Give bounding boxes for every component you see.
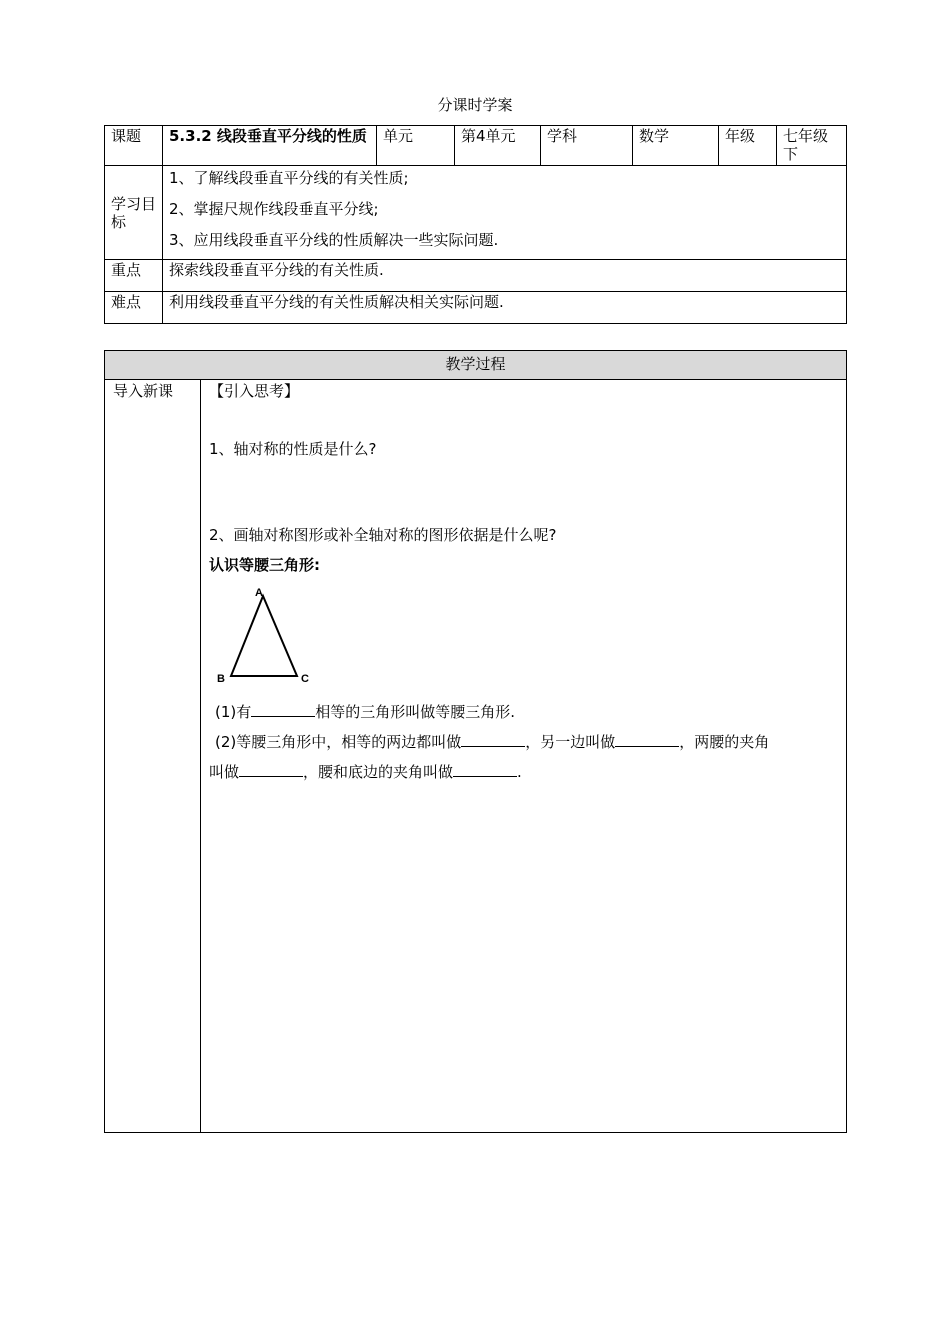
goals-label: 学习目标	[105, 166, 163, 260]
answer-blank[interactable]	[461, 732, 525, 747]
intro-title: 【引入思考】	[209, 382, 300, 400]
unit-value: 第4单元	[455, 126, 541, 166]
goal-item: 1、了解线段垂直平分线的有关性质;	[169, 169, 409, 187]
answer-blank[interactable]	[615, 732, 679, 747]
answer-blank[interactable]	[239, 762, 303, 777]
fill2-part1: (2)等腰三角形中，相等的两边都叫做	[215, 733, 462, 751]
fill1-prefix: (1)有	[215, 703, 252, 721]
goal-item: 2、掌握尺规作线段垂直平分线;	[169, 200, 379, 218]
difficulty-label: 难点	[105, 292, 163, 324]
section-label: 导入新课	[105, 380, 201, 1133]
answer-blank[interactable]	[251, 702, 315, 717]
process-content	[201, 380, 847, 1133]
answer-blank[interactable]	[453, 762, 517, 777]
triangle-shape	[231, 596, 297, 676]
fill-statement-2-line2	[209, 762, 522, 781]
goal-item: 3、应用线段垂直平分线的性质解决一些实际问题.	[169, 231, 499, 249]
fill-statement-1	[215, 702, 515, 721]
key-label: 重点	[105, 260, 163, 292]
subtitle: 认识等腰三角形:	[209, 556, 320, 574]
fill2-part2: ，另一边叫做	[525, 733, 616, 751]
fill2-part6: .	[517, 763, 522, 781]
subject-value: 数学	[633, 126, 719, 166]
info-table	[104, 125, 847, 324]
subject-label: 学科	[541, 126, 633, 166]
process-header: 教学过程	[105, 351, 847, 380]
key-value: 探索线段垂直平分线的有关性质.	[163, 260, 847, 292]
question-2: 2、画轴对称图形或补全轴对称的图形依据是什么呢?	[209, 526, 557, 544]
fill-statement-2-line1	[215, 732, 769, 751]
fill2-part4: 叫做	[209, 763, 240, 781]
question-1: 1、轴对称的性质是什么?	[209, 440, 377, 458]
fill2-part3: ，两腰的夹角	[679, 733, 770, 751]
grade-label: 年级	[719, 126, 777, 166]
vertex-a-label: A	[255, 587, 263, 599]
fill1-suffix: 相等的三角形叫做等腰三角形.	[315, 703, 516, 721]
vertex-c-label: C	[301, 673, 309, 684]
grade-value: 七年级下	[777, 126, 847, 166]
goals-list	[163, 166, 847, 260]
topic-label: 课题	[105, 126, 163, 166]
difficulty-value: 利用线段垂直平分线的有关性质解决相关实际问题.	[163, 292, 847, 324]
vertex-b-label: B	[217, 673, 225, 684]
isosceles-triangle-figure	[213, 584, 323, 684]
fill2-part5: ，腰和底边的夹角叫做	[303, 763, 454, 781]
topic-value: 5.3.2 线段垂直平分线的性质	[163, 126, 377, 166]
page-title: 分课时学案	[437, 96, 513, 114]
process-table	[104, 350, 847, 1133]
unit-label: 单元	[377, 126, 455, 166]
